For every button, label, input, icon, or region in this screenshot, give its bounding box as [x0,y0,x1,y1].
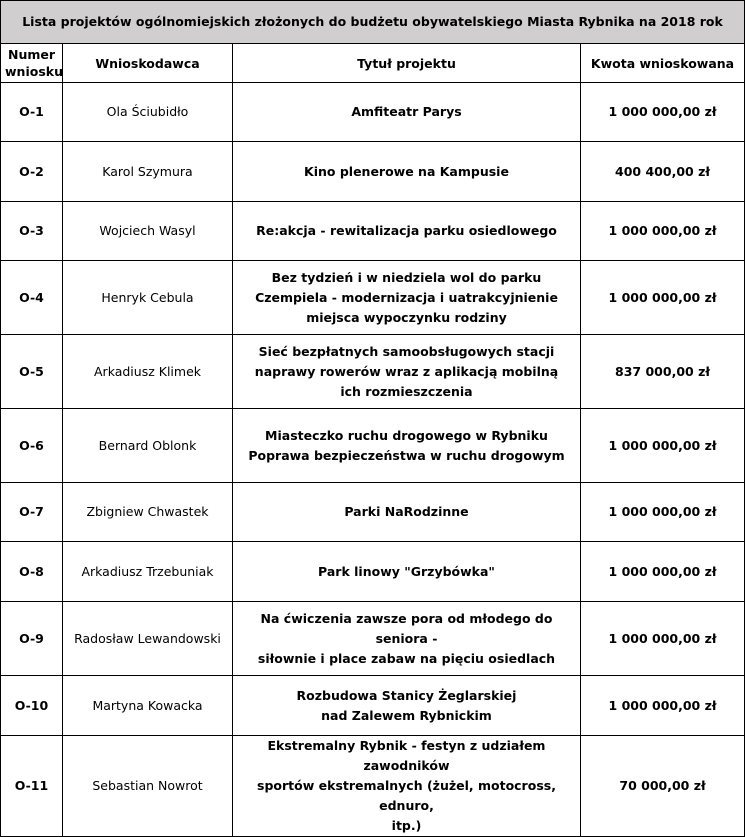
cell-project-title [233,483,581,542]
project-title-line: siłownie i place zabaw na pięciu osiedlach [257,650,556,666]
cell-number: O-4 [1,261,63,335]
project-title-line: Ekstremalny Rybnik - festyn z udziałem zawodników [267,738,546,773]
table-row [1,142,745,202]
cell-number: O-7 [1,483,63,542]
table-row [1,483,745,542]
cell-number: O-11 [1,736,63,837]
cell-amount: 1 000 000,00 zł [581,676,745,736]
project-title-line: itp.) [391,818,422,833]
project-title-line: Poprawa bezpieczeństwa w ruchu drogowym [248,447,565,463]
cell-number: O-9 [1,602,63,676]
table-title: Lista projektów ogólnomiejskich złożonych do budżetu obywatelskiego Miasta Rybnika na 2018 rok [1,1,745,44]
table-row [1,736,745,837]
cell-project-title [233,409,581,483]
cell-applicant: Zbigniew Chwastek [63,483,233,542]
project-title-line: nad Zalewem Rybnickim [321,707,492,723]
cell-number: O-2 [1,142,63,202]
cell-project-title [233,83,581,142]
cell-project-title [233,335,581,409]
cell-number: O-3 [1,202,63,261]
cell-amount: 400 400,00 zł [581,142,745,202]
project-title-line: Sieć bezpłatnych samoobsługowych stacji [258,343,555,359]
project-title-line: Amfiteatr Parys [351,104,462,119]
cell-number: O-5 [1,335,63,409]
table-row [1,409,745,483]
cell-project-title [233,602,581,676]
table-row [1,261,745,335]
cell-applicant: Wojciech Wasyl [63,202,233,261]
cell-project-title [233,542,581,602]
cell-amount: 1 000 000,00 zł [581,602,745,676]
cell-number: O-1 [1,83,63,142]
header-number: Numer wniosku [1,44,63,83]
header-project: Tytuł projektu [233,44,581,83]
cell-applicant: Henryk Cebula [63,261,233,335]
cell-project-title [233,736,581,837]
project-title-line: Bez tydzień i w niedziela wol do parku [271,269,542,285]
table-row [1,83,745,142]
table-row [1,602,745,676]
table-title-row [1,1,745,44]
project-title-line: Czempiela - modernizacja i uatrakcyjnienie [255,289,558,305]
cell-applicant: Radosław Lewandowski [63,602,233,676]
project-title-line: Parki NaRodzinne [344,504,469,519]
table-row [1,335,745,409]
table-row [1,202,745,261]
cell-project-title [233,202,581,261]
cell-amount: 70 000,00 zł [581,736,745,837]
cell-applicant: Martyna Kowacka [63,676,233,736]
project-title-line: sportów ekstremalnych (żużel, motocross, ednuro, [257,778,556,813]
project-title-line: Miasteczko ruchu drogowego w Rybniku [265,427,548,443]
project-title-line: Rozbudowa Stanicy Żeglarskiej [296,687,517,703]
cell-project-title [233,676,581,736]
header-applicant: Wnioskodawca [63,44,233,83]
header-amount: Kwota wnioskowana [581,44,745,83]
cell-applicant: Arkadiusz Trzebuniak [63,542,233,602]
project-title-line: miejsca wypoczynku rodziny [306,309,507,325]
cell-amount: 1 000 000,00 zł [581,542,745,602]
project-title-line: naprawy rowerów wraz z aplikacją mobilną [254,363,559,379]
cell-applicant: Karol Szymura [63,142,233,202]
cell-number: O-6 [1,409,63,483]
cell-amount: 1 000 000,00 zł [581,83,745,142]
cell-applicant: Bernard Oblonk [63,409,233,483]
cell-number: O-8 [1,542,63,602]
cell-applicant: Ola Ściubidło [63,83,233,142]
project-title-line: Park linowy "Grzybówka" [318,563,495,579]
cell-amount: 837 000,00 zł [581,335,745,409]
cell-project-title [233,261,581,335]
project-title-line: Kino plenerowe na Kampusie [304,163,509,179]
project-title-line: Na ćwiczenia zawsze pora od młodego do seniora - [260,610,553,646]
table-row [1,542,745,602]
cell-applicant: Arkadiusz Klimek [63,335,233,409]
project-title-line: Re:akcja - rewitalizacja parku osiedlowego [256,223,557,238]
cell-amount: 1 000 000,00 zł [581,409,745,483]
cell-number: O-10 [1,676,63,736]
cell-applicant: Sebastian Nowrot [63,736,233,837]
table-body [1,83,745,837]
cell-amount: 1 000 000,00 zł [581,202,745,261]
header-row [1,44,745,83]
cell-amount: 1 000 000,00 zł [581,261,745,335]
table-row [1,676,745,736]
cell-project-title [233,142,581,202]
project-title-line: ich rozmieszczenia [340,383,473,399]
cell-amount: 1 000 000,00 zł [581,483,745,542]
